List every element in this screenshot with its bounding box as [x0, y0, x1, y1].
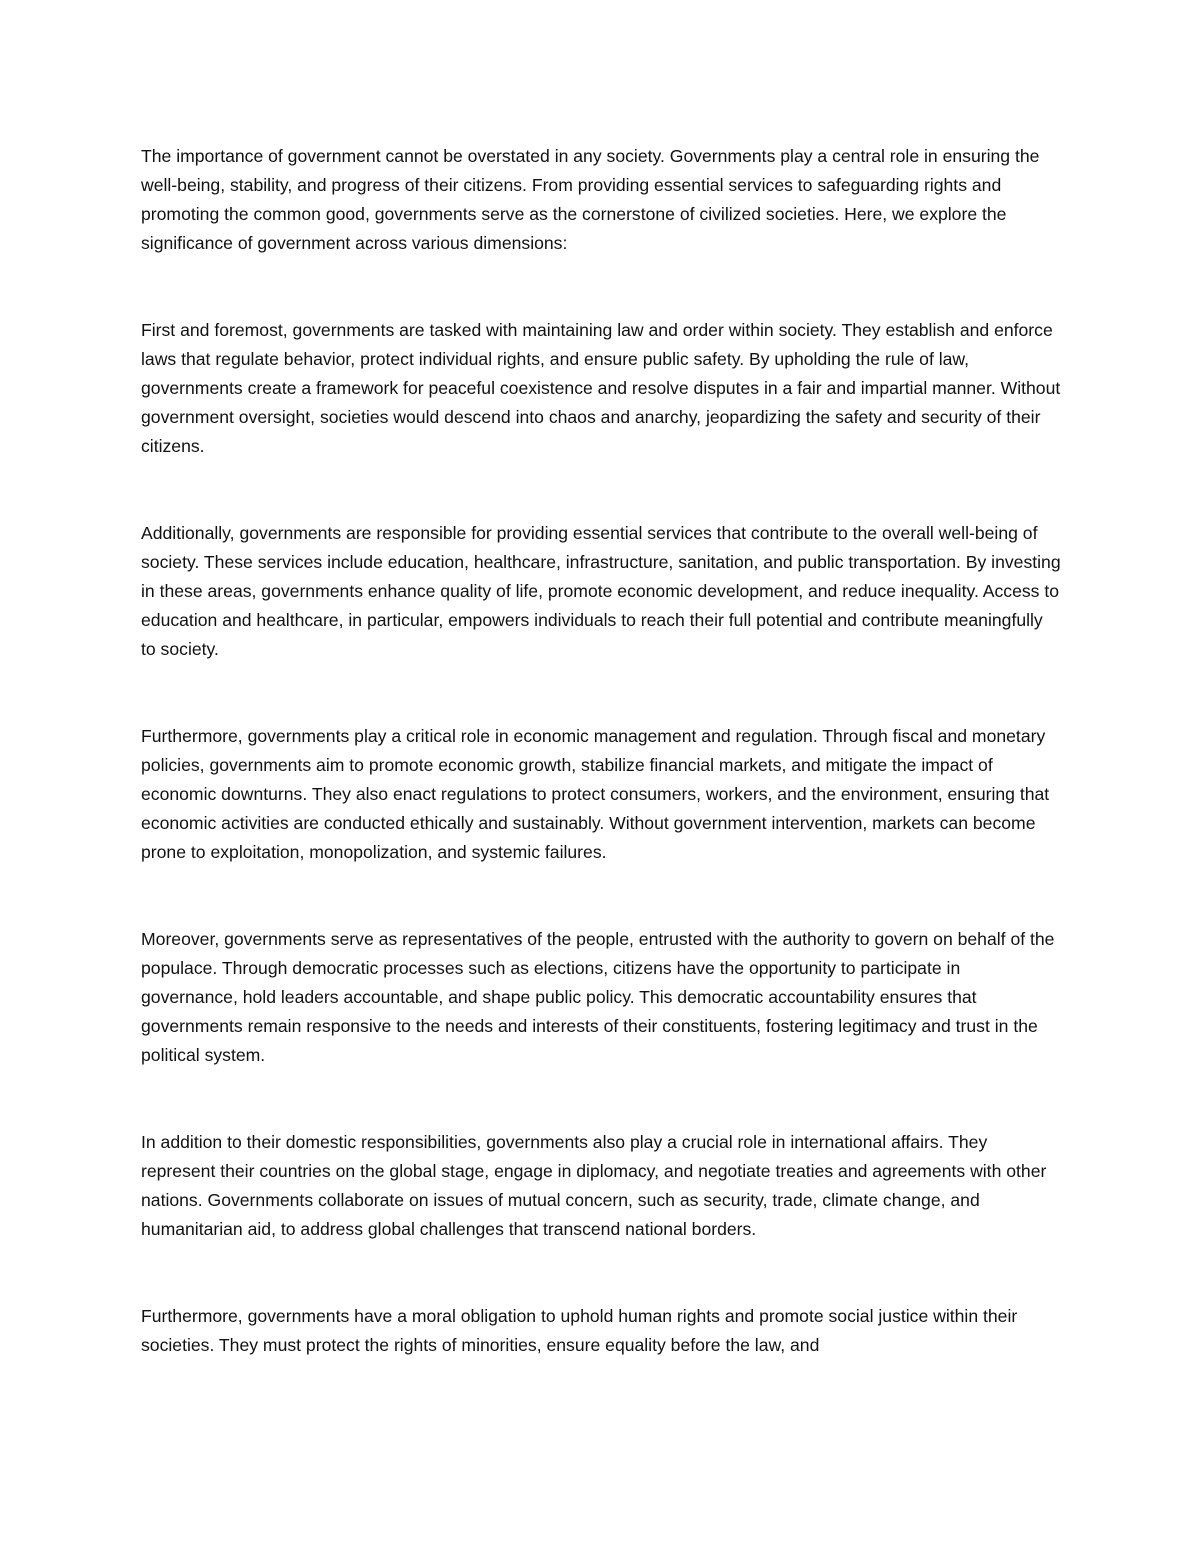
- paragraph-intro: The importance of government cannot be overstated in any society. Governments play a central role in ensuring the well-being, stability, and progress of their citizens. From providing essential services to safeguarding rights and promoting the common good, governments serve as the cornerstone of civilized societies. Here, we explore the significance of government across various dimensions:: [141, 146, 1040, 253]
- paragraph-essential-services: Additionally, governments are responsible for providing essential services that contribute to the overall well-being of society. These services include education, healthcare, infrastructure, sanitation, and public transportation. By investing in these areas, governments enhance quality of life, promote economic development, and reduce inequality. Access to education and healthcare, in particular, empowers individuals to reach their full potential and contribute meaningfully to society.: [141, 523, 1061, 659]
- document-body: [141, 142, 1061, 1418]
- paragraph-law-and-order: First and foremost, governments are tasked with maintaining law and order within society. They establish and enforce laws that regulate behavior, protect individual rights, and ensure public safety. By upholding the rule of law, governments create a framework for peaceful coexistence and resolve disputes in a fair and impartial manner. Without government oversight, societies would descend into chaos and anarchy, jeopardizing the safety and security of their citizens.: [141, 320, 1061, 456]
- paragraph-representation: Moreover, governments serve as representatives of the people, entrusted with the authority to govern on behalf of the populace. Through democratic processes such as elections, citizens have the opportunity to participate in governance, hold leaders accountable, and shape public policy. This democratic accountability ensures that governments remain responsive to the needs and interests of their constituents, fostering legitimacy and trust in the political system.: [141, 929, 1055, 1065]
- paragraph-international-affairs: In addition to their domestic responsibilities, governments also play a crucial role in international affairs. They represent their countries on the global stage, engage in diplomacy, and negotiate treaties and agreements with other nations. Governments collaborate on issues of mutual concern, such as security, trade, climate change, and humanitarian aid, to address global challenges that transcend national borders.: [141, 1132, 1047, 1239]
- paragraph-economic-management: Furthermore, governments play a critical role in economic management and regulation. Through fiscal and monetary policies, governments aim to promote economic growth, stabilize financial markets, and mitigate the impact of economic downturns. They also enact regulations to protect consumers, workers, and the environment, ensuring that economic activities are conducted ethically and sustainably. Without government intervention, markets can become prone to exploitation, monopolization, and systemic failures.: [141, 726, 1050, 862]
- paragraph-human-rights: Furthermore, governments have a moral obligation to uphold human rights and promote social justice within their societies. They must protect the rights of minorities, ensure equality before the law, and: [141, 1306, 1018, 1355]
